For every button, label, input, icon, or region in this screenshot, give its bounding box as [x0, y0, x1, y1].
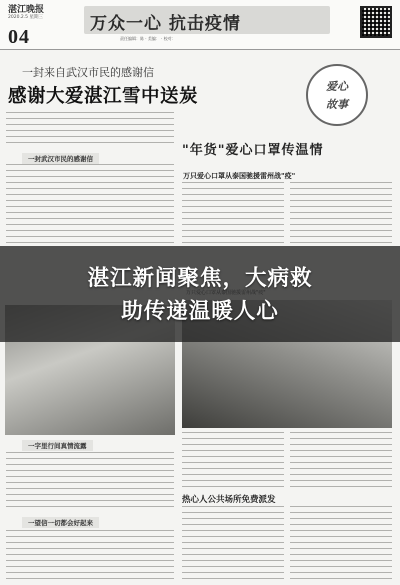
banner-title: 万众一心 抗击疫情	[90, 14, 241, 34]
bottom-story-title: 热心人公共场所免费派发	[182, 495, 276, 505]
section-banner	[84, 6, 330, 34]
section-heading: 一字里行间真情流露	[22, 440, 93, 451]
banner-credits: 责任编辑：陈 · 美编： · 校对：	[120, 36, 176, 41]
masthead	[0, 0, 400, 50]
paper-name: 湛江晚报	[8, 5, 45, 15]
badge-line-1: 爱心	[326, 80, 348, 93]
qr-code-icon	[360, 6, 392, 38]
sidebar-story-title: "年货"爱心口罩传温情	[182, 143, 324, 158]
article-kicker: 一封来自武汉市民的感谢信	[22, 66, 154, 79]
page-number: 04	[8, 26, 30, 48]
body-text-block	[290, 182, 392, 246]
body-text-block	[6, 530, 174, 580]
love-story-badge	[306, 64, 368, 126]
overlay-headline-line-1: 湛江新闻聚焦，大病救	[87, 266, 313, 291]
body-text-block	[6, 164, 174, 244]
body-text-block	[182, 182, 284, 246]
section-heading: 一封武汉市民的感谢信	[22, 153, 99, 164]
body-text-block	[6, 112, 174, 148]
overlay-headline-line-2: 助传递温暖人心	[121, 299, 279, 324]
body-text-block	[6, 452, 174, 512]
body-text-block	[182, 432, 284, 488]
sidebar-story-subtitle: 万只爱心口罩从泰国驰援雷州战"疫"	[183, 172, 296, 180]
issue-date: 2020.2.5 星期三	[8, 15, 43, 20]
body-text-block	[290, 506, 392, 580]
badge-line-2: 故事	[326, 98, 348, 111]
section-heading: 一望信一切都会好起来	[22, 517, 99, 528]
body-text-block	[290, 432, 392, 488]
body-text-block	[182, 506, 284, 580]
article-title: 感谢大爱湛江雪中送炭	[8, 86, 199, 107]
